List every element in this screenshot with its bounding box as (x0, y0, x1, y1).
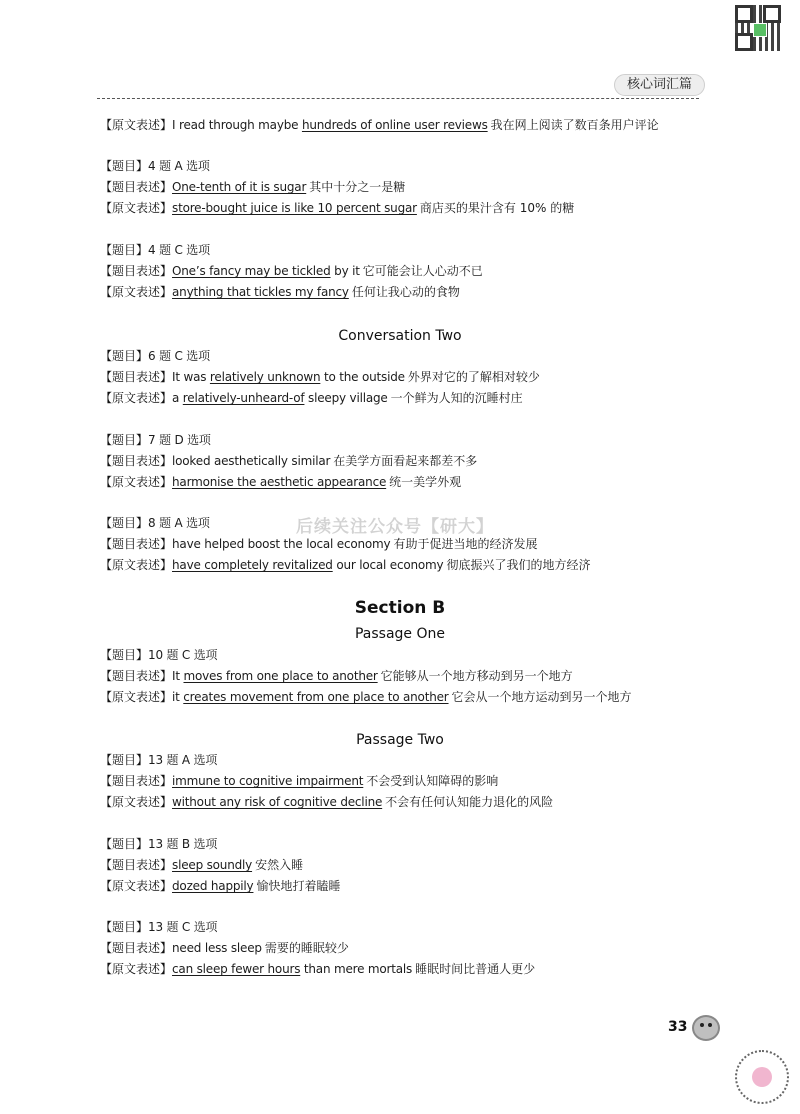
line-text-after: by it (330, 264, 360, 278)
line-tag: 【题目】 (100, 837, 149, 851)
heading-passage-one: Passage One (354, 626, 445, 642)
line-tag: 【题目】 (100, 648, 149, 662)
content-line (100, 453, 477, 469)
content-line (100, 179, 405, 195)
line-tag: 【题目】 (100, 159, 149, 173)
content-line (100, 647, 217, 663)
content-line (100, 857, 303, 873)
chinese-translation: 我在网上阅读了数百条用户评论 (490, 118, 659, 132)
underlined-phrase: hundreds of online user reviews (301, 118, 488, 132)
line-tag: 【题目表述】 (100, 454, 173, 468)
line-text-after: than mere mortals (300, 962, 413, 976)
content-line (100, 752, 217, 768)
content-line (100, 919, 217, 935)
content-line (100, 432, 211, 448)
chinese-translation: 不会受到认知障碍的影响 (366, 774, 499, 788)
line-tag: 【题目表述】 (100, 858, 173, 872)
content-line (100, 369, 540, 385)
line-tag: 【题目】 (100, 753, 149, 767)
underlined-phrase: anything that tickles my fancy (172, 285, 349, 299)
content-line (100, 263, 483, 279)
line-tag: 【原文表述】 (100, 879, 173, 893)
content-line (100, 536, 537, 552)
line-tag: 【题目】 (100, 920, 149, 934)
line-tag: 【题目】 (100, 433, 149, 447)
qr-code-top (735, 5, 781, 51)
line-tag: 【原文表述】 (100, 201, 173, 215)
heading-passage-two: Passage Two (356, 732, 444, 748)
line-tag: 【原文表述】 (100, 962, 173, 976)
line-text: 13 题 B 选项 (148, 837, 218, 851)
line-tag: 【原文表述】 (100, 285, 173, 299)
line-tag: 【原文表述】 (100, 558, 173, 572)
line-text: 4 题 C 选项 (148, 243, 210, 257)
underlined-phrase: creates movement from one place to another (183, 690, 449, 704)
chinese-translation: 需要的睡眠较少 (264, 941, 349, 955)
line-tag: 【题目表述】 (100, 180, 173, 194)
content-line (100, 158, 210, 174)
line-text-after: sleepy village (304, 391, 388, 405)
section-label-badge: 核心词汇篇 (614, 74, 705, 96)
underlined-phrase: have completely revitalized (172, 558, 333, 572)
underlined-phrase: immune to cognitive impairment (172, 774, 364, 788)
content-line (100, 515, 210, 531)
line-tag: 【原文表述】 (100, 795, 173, 809)
chinese-translation: 彻底振兴了我们的地方经济 (446, 558, 591, 572)
line-text: 7 题 D 选项 (148, 433, 211, 447)
line-text: 13 题 C 选项 (148, 920, 218, 934)
watermark: 后续关注公众号【研大】 (296, 517, 494, 537)
chinese-translation: 任何让我心动的食物 (351, 285, 460, 299)
underlined-phrase: harmonise the aesthetic appearance (172, 475, 387, 489)
line-text: a (172, 391, 183, 405)
content-line (100, 689, 632, 705)
content-line (100, 348, 210, 364)
line-tag: 【题目表述】 (100, 537, 173, 551)
line-tag: 【题目表述】 (100, 370, 173, 384)
page-number: 33 (668, 1019, 688, 1035)
line-tag: 【原文表述】 (100, 690, 173, 704)
content-line (100, 961, 535, 977)
chinese-translation: 统一美学外观 (389, 475, 462, 489)
line-tag: 【题目】 (100, 516, 149, 530)
content-line (100, 794, 553, 810)
chinese-translation: 商店买的果汁含有 10% 的糖 (419, 201, 575, 215)
chinese-translation: 它会从一个地方运动到另一个地方 (451, 690, 632, 704)
line-tag: 【题目表述】 (100, 264, 173, 278)
chinese-translation: 安然入睡 (255, 858, 304, 872)
underlined-phrase: relatively-unheard-of (182, 391, 305, 405)
chinese-translation: 其中十分之一是糖 (309, 180, 406, 194)
line-tag: 【题目表述】 (100, 669, 173, 683)
line-tag: 【题目】 (100, 349, 149, 363)
line-tag: 【原文表述】 (100, 118, 173, 132)
line-tag: 【题目】 (100, 243, 149, 257)
content-line (100, 773, 498, 789)
line-text: 13 题 A 选项 (148, 753, 218, 767)
underlined-phrase: moves from one place to another (183, 669, 378, 683)
content-line (100, 242, 210, 258)
underlined-phrase: relatively unknown (209, 370, 321, 384)
line-text: 10 题 C 选项 (148, 648, 218, 662)
line-text-after: our local economy (332, 558, 444, 572)
line-text-after: to the outside (320, 370, 405, 384)
line-tag: 【原文表述】 (100, 475, 173, 489)
mascot-icon (692, 1015, 720, 1041)
underlined-phrase: can sleep fewer hours (172, 962, 301, 976)
underlined-phrase: dozed happily (172, 879, 254, 893)
content-line (100, 878, 340, 894)
content-line (100, 557, 590, 573)
line-tag: 【原文表述】 (100, 391, 173, 405)
content-line (100, 474, 461, 490)
underlined-phrase: store-bought juice is like 10 percent sugar (172, 201, 417, 215)
chinese-translation: 一个鲜为人知的沉睡村庄 (390, 391, 523, 405)
line-text: 4 题 A 选项 (148, 159, 210, 173)
content-line (100, 117, 659, 133)
underlined-phrase: One’s fancy may be tickled (172, 264, 331, 278)
chinese-translation: 它能够从一个地方移动到另一个地方 (380, 669, 573, 683)
chinese-translation: 外界对它的了解相对较少 (407, 370, 540, 384)
content-line (100, 668, 573, 684)
chinese-translation: 睡眠时间比普通人更少 (415, 962, 536, 976)
heading-section-b: Section B (354, 598, 446, 618)
line-text: I read through maybe (172, 118, 302, 132)
header-divider (97, 98, 699, 99)
line-text: It (172, 669, 184, 683)
chinese-translation: 在美学方面看起来都差不多 (333, 454, 478, 468)
chinese-translation: 愉快地打着瞌睡 (256, 879, 341, 893)
line-tag: 【题目表述】 (100, 774, 173, 788)
line-text: looked aesthetically similar (172, 454, 331, 468)
line-text: It was (172, 370, 210, 384)
chinese-translation: 它可能会让人心动不已 (362, 264, 483, 278)
qr-code-bottom (735, 1050, 789, 1104)
chinese-translation: 不会有任何认知能力退化的风险 (385, 795, 554, 809)
underlined-phrase: sleep soundly (172, 858, 253, 872)
underlined-phrase: One-tenth of it is sugar (172, 180, 307, 194)
chinese-translation: 有助于促进当地的经济发展 (393, 537, 538, 551)
underlined-phrase: without any risk of cognitive decline (172, 795, 383, 809)
line-text: 6 题 C 选项 (148, 349, 210, 363)
line-text: 8 题 A 选项 (148, 516, 210, 530)
line-text: have helped boost the local economy (172, 537, 391, 551)
line-text: it (172, 690, 184, 704)
line-tag: 【题目表述】 (100, 941, 173, 955)
content-line (100, 390, 523, 406)
content-line (100, 836, 217, 852)
heading-conversation-two: Conversation Two (338, 328, 462, 344)
content-line (100, 940, 349, 956)
line-text: need less sleep (172, 941, 262, 955)
content-line (100, 284, 460, 300)
content-line (100, 200, 574, 216)
